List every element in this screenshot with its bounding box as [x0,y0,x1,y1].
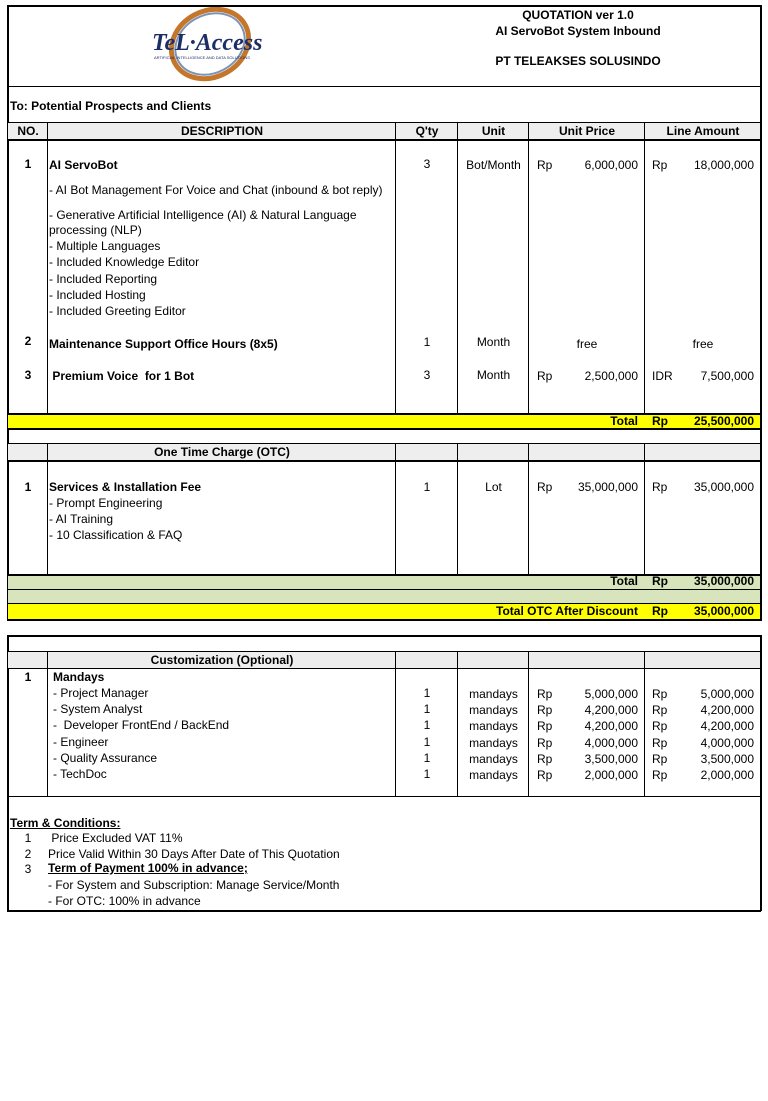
line-amount-value: 3,500,000 [700,752,754,766]
item-qty: 1 [423,767,431,781]
item-qty: 1 [423,335,431,349]
mandays-role: - TechDoc [53,767,107,781]
item-unit: Month [476,368,511,382]
item-detail: - Included Reporting [49,272,158,286]
unit-price-value: 3,500,000 [584,752,638,766]
total-label: Total [610,574,638,588]
unit-price-currency: Rp [537,369,553,383]
logo-text: TeL·Access [152,30,263,56]
line-amount-currency: Rp [652,768,668,782]
item-detail: - AI Bot Management For Voice and Chat (inbound & bot reply) [49,183,383,197]
item-detail: - Included Hosting [49,288,146,302]
terms-text: Price Excluded VAT 11% [48,831,183,845]
unit-price-value: 2,500,000 [584,369,638,383]
col-unit: Unit [481,124,506,138]
item-detail: - AI Training [49,512,114,526]
item-title: Maintenance Support Office Hours (8x5) [49,337,278,351]
line-amount-value: 18,000,000 [693,158,754,172]
item-title: Mandays [53,670,105,684]
company-name: PT TELEAKSES SOLUSINDO [495,54,661,68]
unit-price-currency: Rp [537,768,553,782]
item-detail: - Included Greeting Editor [49,304,186,318]
item-unit: mandays [469,703,518,717]
mandays-role: - Engineer [53,735,109,749]
unit-price-currency: Rp [537,736,553,750]
item-qty: 1 [423,480,431,494]
col-qty: Q'ty [415,124,439,138]
total-currency: Rp [652,574,668,588]
item-unit: mandays [469,719,518,733]
terms-heading: Term & Conditions: [10,816,121,830]
line-amount-currency: Rp [652,752,668,766]
item-qty: 1 [423,702,431,716]
to-line: To: Potential Prospects and Clients [10,99,212,113]
item-unit: mandays [469,768,518,782]
line-amount-currency: Rp [652,719,668,733]
item-detail: - Included Knowledge Editor [49,255,200,269]
line-amount-currency: Rp [652,480,668,494]
item-qty: 3 [423,368,431,382]
total-label: Total OTC After Discount [496,604,638,618]
unit-price-value: 5,000,000 [584,687,638,701]
item-number: 1 [24,480,32,494]
item-qty: 1 [423,751,431,765]
terms-number: 3 [24,862,32,876]
line-amount-value: 7,500,000 [700,369,754,383]
item-unit: mandays [469,736,518,750]
total-value: 25,500,000 [693,414,754,428]
terms-text: Price Valid Within 30 Days After Date of This Quotation [48,847,340,861]
line-amount-value: free [692,337,714,351]
col-line-amount: Line Amount [666,124,740,138]
unit-price-value: 4,000,000 [584,736,638,750]
unit-price-value: 4,200,000 [584,719,638,733]
otc-heading: One Time Charge (OTC) [154,445,290,459]
total-label: Total [610,414,638,428]
total-currency: Rp [652,414,668,428]
unit-price-currency: Rp [537,687,553,701]
quotation-title: QUOTATION ver 1.0 [522,8,634,22]
item-detail: - Multiple Languages [49,239,161,253]
quotation-subtitle: AI ServoBot System Inbound [495,24,661,38]
line-amount-value: 4,000,000 [700,736,754,750]
item-qty: 1 [423,718,431,732]
total-value: 35,000,000 [693,604,754,618]
unit-price-currency: Rp [537,703,553,717]
line-amount-value: 35,000,000 [693,480,754,494]
col-unit-price: Unit Price [558,124,615,138]
terms-number: 2 [24,847,32,861]
total-currency: Rp [652,604,668,618]
terms-number: 1 [24,831,32,845]
item-number: 1 [24,157,32,171]
line-amount-value: 5,000,000 [700,687,754,701]
col-description: DESCRIPTION [180,124,263,138]
line-amount-value: 4,200,000 [700,703,754,717]
unit-price-currency: Rp [537,719,553,733]
mandays-role: - System Analyst [53,702,143,716]
item-title: Services & Installation Fee [49,480,202,494]
item-unit: Bot/Month [466,158,521,172]
mandays-role: - Developer FrontEnd / BackEnd [53,718,230,732]
unit-price-value: 6,000,000 [584,158,638,172]
line-amount-currency: Rp [652,158,668,172]
line-amount-currency: Rp [652,703,668,717]
unit-price-currency: Rp [537,158,553,172]
line-amount-value: 4,200,000 [700,719,754,733]
line-amount-value: 2,000,000 [700,768,754,782]
item-number: 2 [24,334,32,348]
item-detail: - Generative Artificial Intelligence (AI) & Natural Language [49,208,357,222]
item-unit: Month [476,335,511,349]
item-number: 1 [24,670,32,684]
customization-heading: Customization (Optional) [150,653,294,667]
unit-price-currency: Rp [537,480,553,494]
line-amount-currency: Rp [652,687,668,701]
total-value: 35,000,000 [693,574,754,588]
line-amount-currency: IDR [652,369,673,383]
item-unit: mandays [469,687,518,701]
unit-price-value: 4,200,000 [584,703,638,717]
unit-price-currency: Rp [537,752,553,766]
col-no: NO. [17,124,39,138]
unit-price-value: 2,000,000 [584,768,638,782]
logo [148,6,288,82]
unit-price-value: free [576,337,598,351]
terms-subitem: - For OTC: 100% in advance [48,894,201,908]
item-detail: - Prompt Engineering [49,496,163,510]
item-unit: mandays [469,752,518,766]
logo-tagline: ARTIFICIAL INTELLIGENCE AND DATA SOLUTIONS [154,55,250,60]
item-title: Premium Voice for 1 Bot [49,369,195,383]
terms-text: Term of Payment 100% in advance; [48,861,248,875]
item-qty: 3 [423,157,431,171]
item-qty: 1 [423,735,431,749]
item-qty: 1 [423,686,431,700]
item-detail: processing (NLP) [49,223,142,237]
item-title: AI ServoBot [49,158,118,172]
item-unit: Lot [485,480,502,494]
unit-price-value: 35,000,000 [577,480,638,494]
item-detail: - 10 Classification & FAQ [49,528,183,542]
mandays-role: - Quality Assurance [53,751,158,765]
mandays-role: - Project Manager [53,686,149,700]
item-number: 3 [24,368,32,382]
terms-subitem: - For System and Subscription: Manage Service/Month [48,878,340,892]
line-amount-currency: Rp [652,736,668,750]
